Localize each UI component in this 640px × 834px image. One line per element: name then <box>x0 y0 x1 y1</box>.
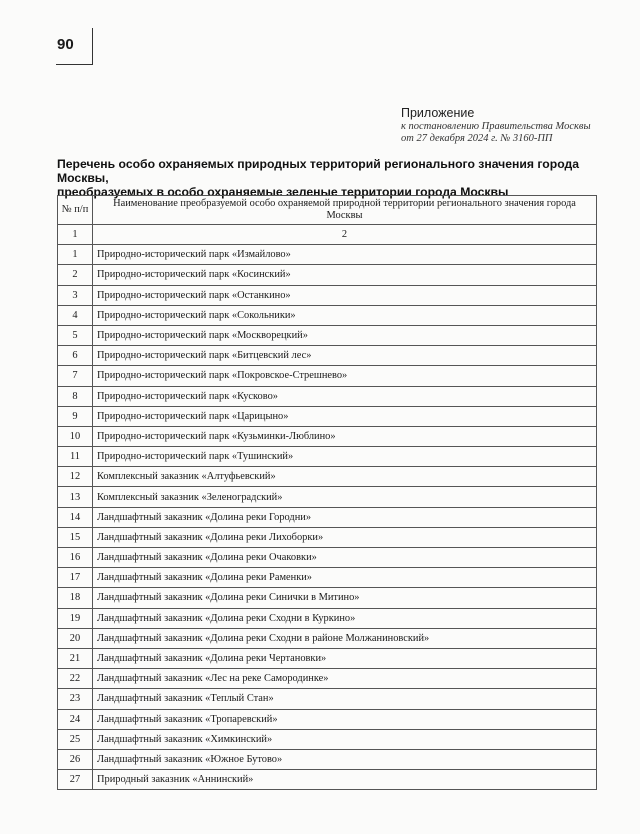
document-title <box>57 157 597 199</box>
row-number: 9 <box>58 406 93 426</box>
table-row <box>58 527 597 547</box>
header-name-cell: Наименование преобразуемой особо охраняемой природной территории регионального значения города Москвы <box>93 196 597 225</box>
table-row <box>58 507 597 527</box>
row-territory-name: Природно-исторический парк «Тушинский» <box>93 447 597 467</box>
row-number: 3 <box>58 285 93 305</box>
row-territory-name: Ландшафтный заказник «Южное Бутово» <box>93 749 597 769</box>
row-territory-name: Природно-исторический парк «Косинский» <box>93 265 597 285</box>
row-number: 10 <box>58 426 93 446</box>
row-territory-name: Природно-исторический парк «Покровское-Стрешнево» <box>93 366 597 386</box>
row-territory-name: Комплексный заказник «Зеленоградский» <box>93 487 597 507</box>
table-row <box>58 608 597 628</box>
row-territory-name: Природно-исторический парк «Останкино» <box>93 285 597 305</box>
table-column-index-row <box>58 225 597 245</box>
territories-table <box>57 195 597 790</box>
row-territory-name: Ландшафтный заказник «Долина реки Сходни в районе Молжаниновский» <box>93 628 597 648</box>
table-row <box>58 245 597 265</box>
row-territory-name: Ландшафтный заказник «Химкинский» <box>93 729 597 749</box>
table-row <box>58 648 597 668</box>
table-row <box>58 588 597 608</box>
row-number: 18 <box>58 588 93 608</box>
table-row <box>58 770 597 790</box>
row-territory-name: Природно-исторический парк «Царицыно» <box>93 406 597 426</box>
table-row <box>58 487 597 507</box>
row-territory-name: Природно-исторический парк «Кузьминки-Люблино» <box>93 426 597 446</box>
table-row <box>58 447 597 467</box>
row-number: 20 <box>58 628 93 648</box>
row-number: 22 <box>58 669 93 689</box>
table-row <box>58 426 597 446</box>
table-row <box>58 729 597 749</box>
table-row <box>58 325 597 345</box>
row-number: 25 <box>58 729 93 749</box>
table-row <box>58 749 597 769</box>
row-number: 12 <box>58 467 93 487</box>
table-row <box>58 285 597 305</box>
table-row <box>58 548 597 568</box>
table-row <box>58 689 597 709</box>
row-number: 27 <box>58 770 93 790</box>
table-row <box>58 366 597 386</box>
appendix-decree-line: к постановлению Правительства Москвы <box>401 121 591 132</box>
row-number: 11 <box>58 447 93 467</box>
row-territory-name: Ландшафтный заказник «Лес на реке Самородинке» <box>93 669 597 689</box>
row-number: 17 <box>58 568 93 588</box>
table-row <box>58 628 597 648</box>
appendix-date-line: от 27 декабря 2024 г. № 3160-ПП <box>401 133 553 144</box>
row-territory-name: Ландшафтный заказник «Теплый Стан» <box>93 689 597 709</box>
table-row <box>58 305 597 325</box>
row-number: 4 <box>58 305 93 325</box>
table-row <box>58 406 597 426</box>
table-row <box>58 386 597 406</box>
row-number: 2 <box>58 265 93 285</box>
row-territory-name: Ландшафтный заказник «Долина реки Городни» <box>93 507 597 527</box>
row-territory-name: Ландшафтный заказник «Долина реки Чертановки» <box>93 648 597 668</box>
appendix-block <box>401 106 621 145</box>
table-header-row <box>58 196 597 225</box>
document-title-line-1: Перечень особо охраняемых природных территорий регионального значения города Москвы, <box>57 157 579 185</box>
column-index-name: 2 <box>93 225 597 245</box>
row-territory-name: Ландшафтный заказник «Долина реки Лихоборки» <box>93 527 597 547</box>
appendix-title: Приложение <box>401 106 475 120</box>
row-number: 5 <box>58 325 93 345</box>
row-territory-name: Природно-исторический парк «Измайлово» <box>93 245 597 265</box>
row-territory-name: Природно-исторический парк «Кусково» <box>93 386 597 406</box>
row-number: 24 <box>58 709 93 729</box>
page-number: 90 <box>57 36 74 53</box>
row-number: 1 <box>58 245 93 265</box>
row-number: 26 <box>58 749 93 769</box>
table-row <box>58 467 597 487</box>
header-number-cell: № п/п <box>58 196 93 225</box>
table-row <box>58 346 597 366</box>
row-number: 8 <box>58 386 93 406</box>
row-number: 14 <box>58 507 93 527</box>
table-row <box>58 669 597 689</box>
row-territory-name: Комплексный заказник «Алтуфьевский» <box>93 467 597 487</box>
column-index-number: 1 <box>58 225 93 245</box>
document-title-line-2: преобразуемых в особо охраняемые зеленые территории города Москвы <box>57 185 509 199</box>
row-number: 7 <box>58 366 93 386</box>
row-territory-name: Ландшафтный заказник «Долина реки Очаковки» <box>93 548 597 568</box>
table-row <box>58 265 597 285</box>
row-number: 6 <box>58 346 93 366</box>
row-territory-name: Природно-исторический парк «Москворецкий» <box>93 325 597 345</box>
row-territory-name: Ландшафтный заказник «Долина реки Раменки» <box>93 568 597 588</box>
row-territory-name: Природно-исторический парк «Битцевский лес» <box>93 346 597 366</box>
row-territory-name: Ландшафтный заказник «Долина реки Сходни в Куркино» <box>93 608 597 628</box>
row-territory-name: Природный заказник «Аннинский» <box>93 770 597 790</box>
row-number: 23 <box>58 689 93 709</box>
row-territory-name: Ландшафтный заказник «Тропаревский» <box>93 709 597 729</box>
row-territory-name: Ландшафтный заказник «Долина реки Синички в Митино» <box>93 588 597 608</box>
row-number: 19 <box>58 608 93 628</box>
row-territory-name: Природно-исторический парк «Сокольники» <box>93 305 597 325</box>
table-row <box>58 568 597 588</box>
row-number: 16 <box>58 548 93 568</box>
row-number: 15 <box>58 527 93 547</box>
row-number: 13 <box>58 487 93 507</box>
table-row <box>58 709 597 729</box>
row-number: 21 <box>58 648 93 668</box>
